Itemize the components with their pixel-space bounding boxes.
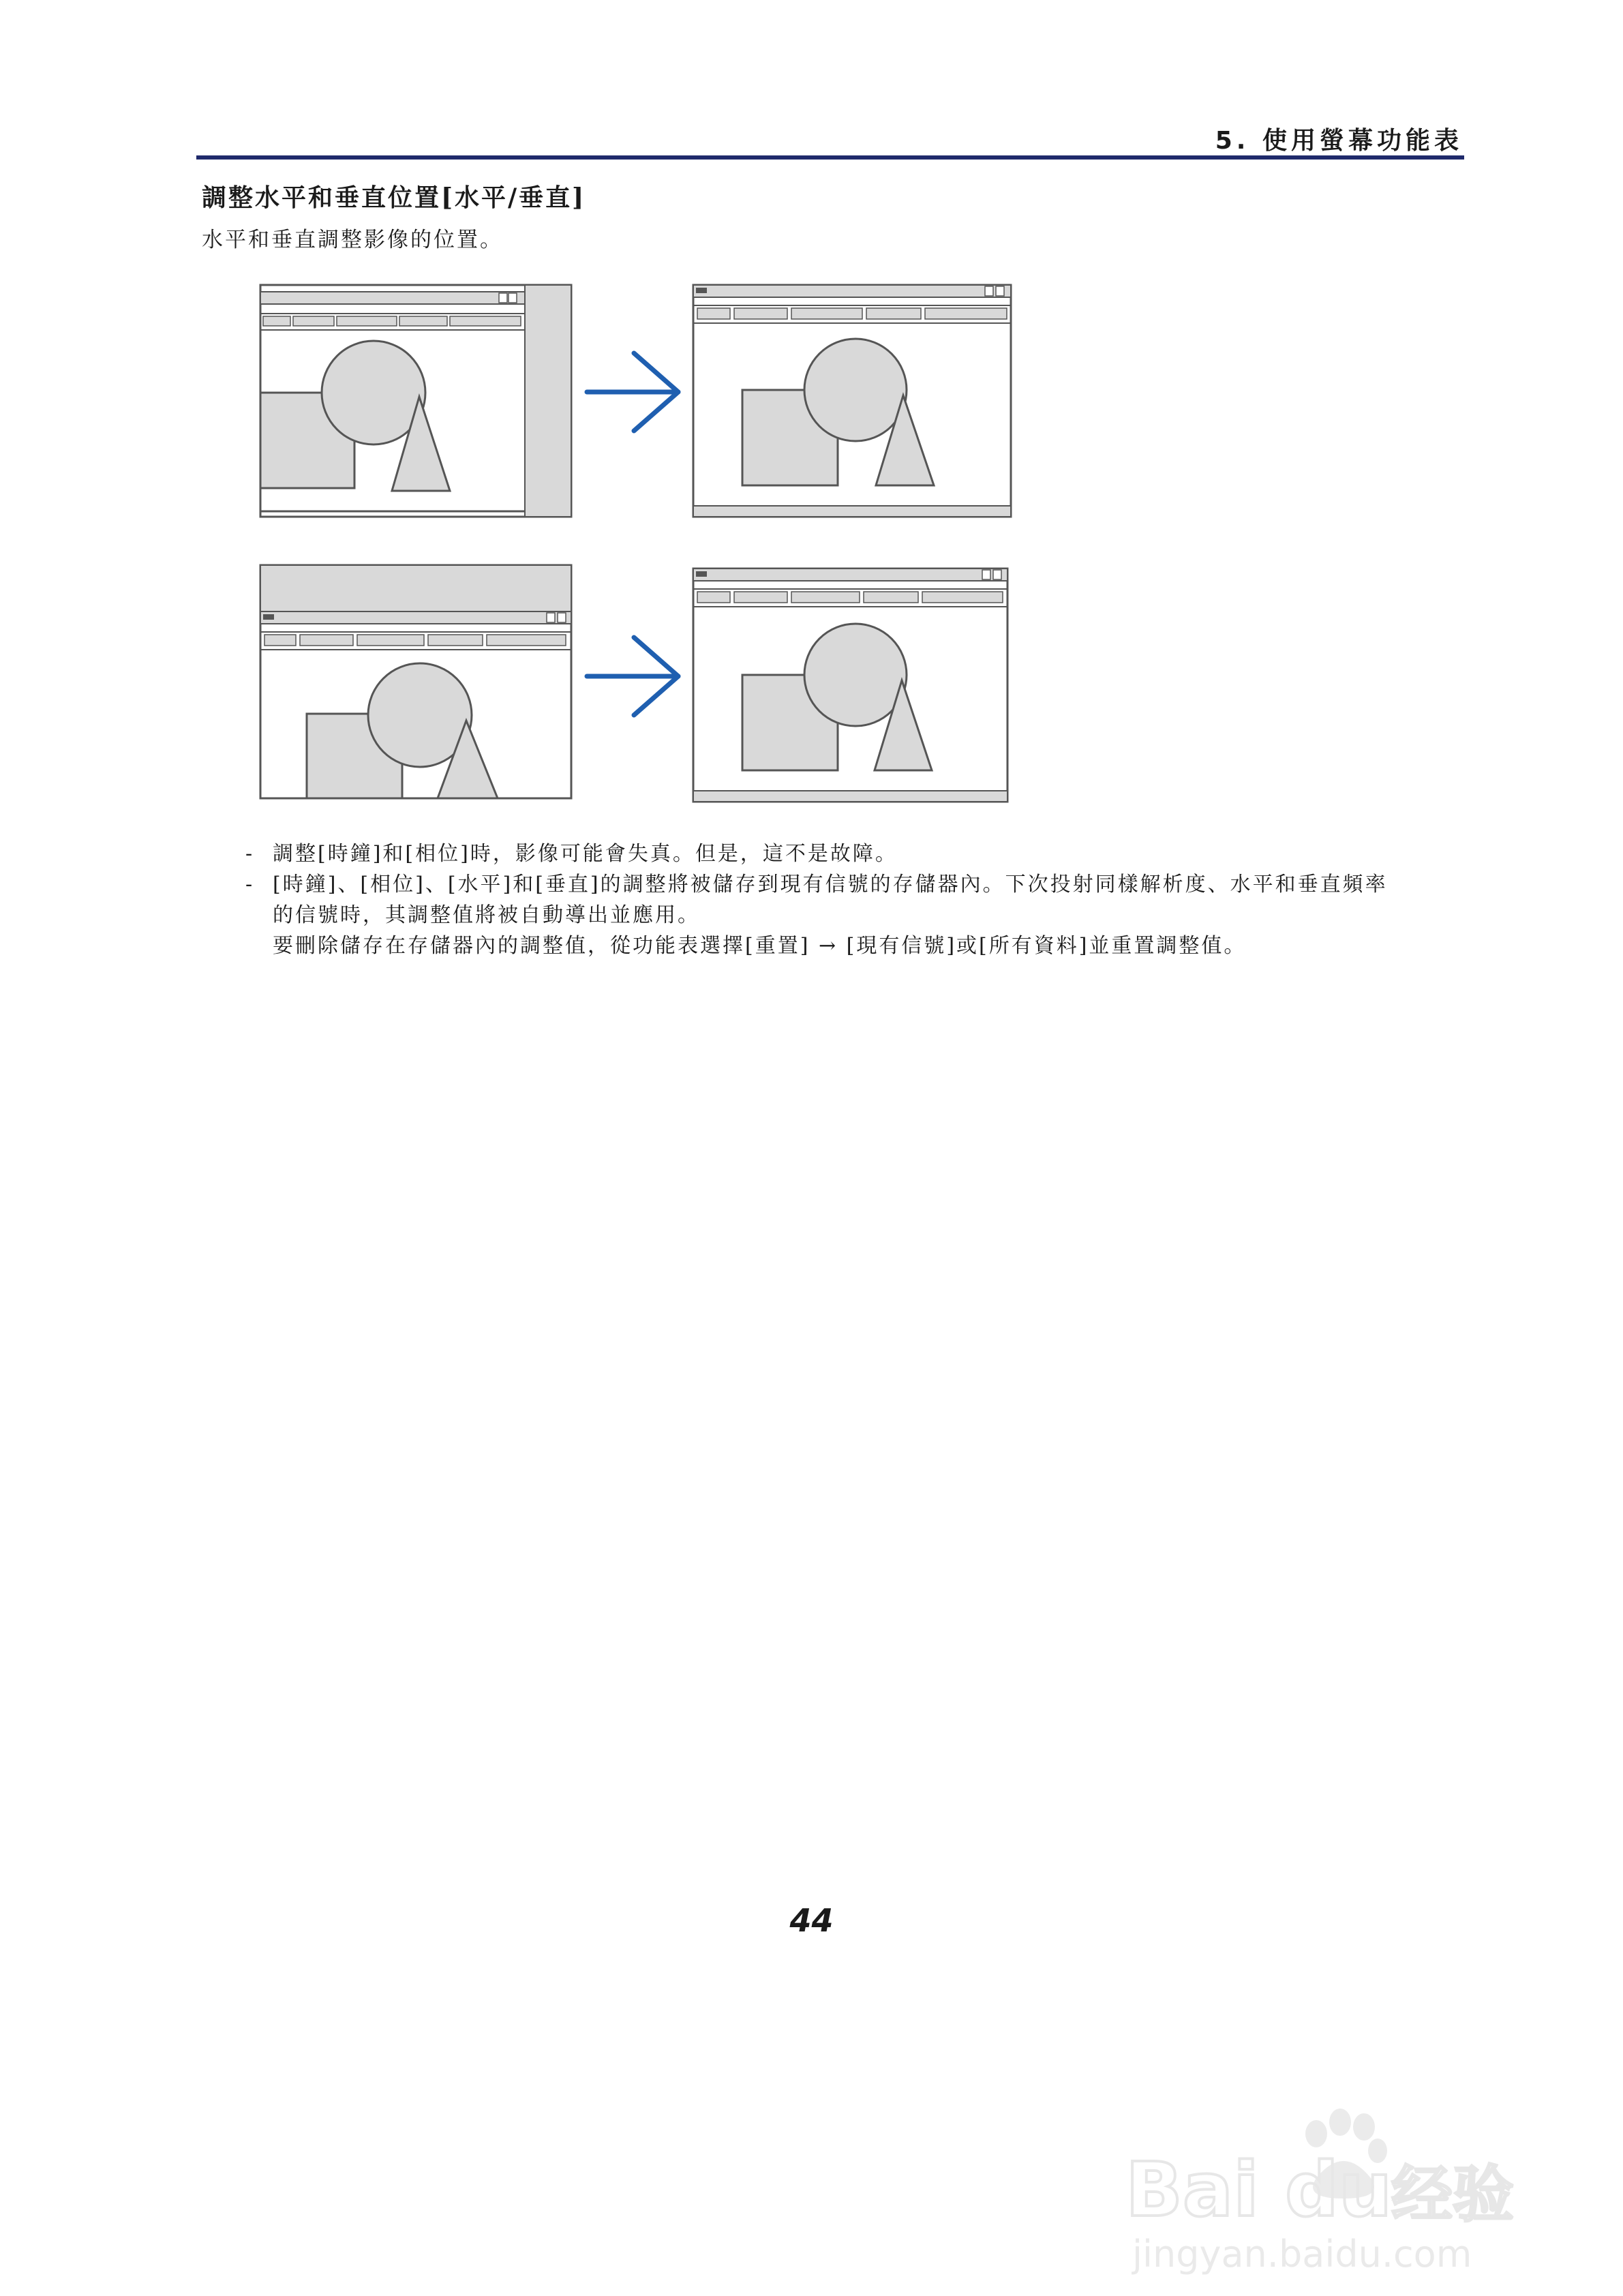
arrow-right-icon: [583, 348, 685, 436]
chapter-title: 5. 使用螢幕功能表: [1215, 127, 1463, 155]
figure-vertical-before: [259, 562, 573, 801]
arrow-right-icon: [583, 632, 685, 721]
note-line: 的信號時，其調整值將被自動導出並應用。: [273, 903, 700, 927]
notes-list: [245, 839, 1472, 961]
baidu-watermark-logo: [1112, 2096, 1548, 2280]
section-description: 水平和垂直調整影像的位置。: [202, 228, 503, 252]
note-line: 要刪除儲存在存儲器內的調整值，從功能表選擇[重置] → [現有信號]或[所有資料]並重置調整值。: [273, 934, 1247, 958]
note-item: [245, 869, 1472, 961]
header-rule: [196, 155, 1464, 160]
note-bullet: -: [245, 842, 255, 866]
figure-vertical-after: [692, 566, 1009, 804]
note-line: [時鐘]、[相位]、[水平]和[垂直]的調整將被儲存到現有信號的存儲器內。下次投射同樣解析度、水平和垂直頻率: [273, 873, 1388, 896]
note-line: 調整[時鐘]和[相位]時，影像可能會失真。但是，這不是故障。: [273, 842, 898, 866]
section-heading: 調整水平和垂直位置[水平/垂直]: [202, 183, 586, 212]
note-item: [245, 839, 1472, 869]
page-number: 44: [789, 1902, 834, 1939]
figure-horizontal-before: [259, 281, 573, 519]
watermark-brand: Bai du: [1125, 2146, 1393, 2233]
watermark-label: 经验: [1391, 2159, 1514, 2231]
figure-horizontal-after: [692, 281, 1012, 519]
note-bullet: -: [245, 873, 255, 896]
watermark-url: jingyan.baidu.com: [1132, 2233, 1472, 2276]
